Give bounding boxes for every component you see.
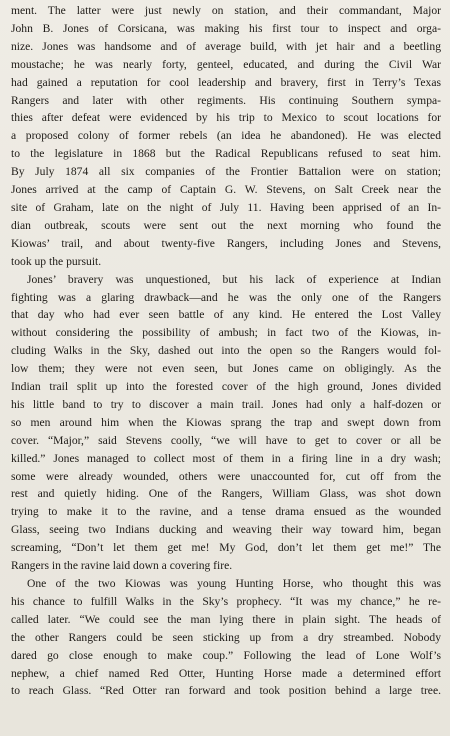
text-line: that day who had ever seen battle of any kind. He entered the Lost Valley [11,308,441,322]
text-line: nephew, a chief named Red Otter, Hunting Horse made a determined effort [11,666,441,680]
text-line: Rangers in the ravine laid down a covering fire. [11,559,233,573]
paragraph [11,575,441,700]
text-line: trying to make it to the ravine, and a tense drama ensued as the wounded [11,505,441,519]
text-line: Jones’ bravery was unquestioned, but his lack of experience at Indian [27,272,441,286]
text-line: Indian trail split up into the forested cover of the high ground, Jones divided [11,380,441,394]
text-line: cluding Walks in the Sky, dashed out into the open so the Rangers would fol- [11,344,441,358]
text-line: fighting was a glaring drawback—and he was the only one of the Rangers [11,290,441,304]
text-line: had gained a reputation for cool leadership and bravery, first in Terry’s Texas [11,75,441,89]
text-line: killed.” Jones managed to collect most of them in a firing line in a dry wash; [11,451,441,465]
text-line: to reach Glass. “Red Otter ran forward and took position behind a large tree. [11,684,441,698]
text-line: Kiowas’ trail, and about twenty-five Rangers, including Jones and Stevens, [11,236,441,250]
text-line: One of the two Kiowas was young Hunting Horse, who thought this was [27,577,441,590]
text-line: By July 1874 all six companies of the Frontier Battalion were on station; [11,165,441,179]
text-line: screaming, “Don’t let them get me! My God, don’t let them get me!” The [11,541,441,555]
text-line: moustache; he was nearly forty, genteel, educated, and during the Civil War [11,57,441,71]
text-line: the other Rangers could be seen sticking up from a dry streambed. Nobody [11,630,441,644]
text-line: ment. The latter were just newly on station, and their commandant, Major [11,4,441,17]
text-line: without considering the possibility of ambush; in fact two of the Kiowas, in- [11,326,441,340]
text-line: thies after defeat were evidenced by his trip to Mexico to scout locations for [11,111,441,125]
text-line: Rangers and later with other regiments. His continuing Southern sympa- [11,93,441,107]
text-line: John B. Jones of Corsicana, was making his first tour to inspect and orga- [11,21,441,35]
text-line: a proposed colony of former rebels (an idea he abandoned). He was elected [11,129,441,143]
text-line: site of Graham, late on the night of July 11. Having been apprised of an In- [11,200,441,214]
text-line: to the legislature in 1868 but the Radical Republicans refused to seat him. [11,147,441,161]
text-line: his chance to fulfill Walks in the Sky’s prophecy. “It was my chance,” he re- [11,594,441,608]
text-line: called later. “We could see the man lying there in plain sight. The heads of [11,612,441,626]
text-line: Jones arrived at the camp of Captain G. W. Stevens, on Salt Creek near the [11,183,441,197]
paragraph [11,2,441,271]
text-line: Glass, seeing two Indians ducking and weaving their way toward him, began [11,523,441,537]
text-line: dian outbreak, scouts were sent out the next morning who found the [11,218,441,232]
text-line: cover. “Major,” said Stevens coolly, “we will have to get to cover or all be [11,433,441,447]
text-line: took up the pursuit. [11,254,102,268]
text-line: low them; they were not even seen, but Jones came on obligingly. As the [11,362,441,376]
text-line: his little band to try to discover a main trail. Jones had only a half-dozen or [11,397,441,411]
text-line: nize. Jones was handsome and of average build, with jet hair and a beetling [11,39,441,53]
text-line: some were already wounded, others were unaccounted for, cut off from the [11,469,441,483]
paragraph [11,271,441,575]
text-line: so men around him when the Kiowas sprang the trap and swept down from [11,415,441,429]
text-line: rest and quietly hiding. One of the Rangers, William Glass, was shot down [11,487,441,501]
text-line: dared go close enough to make coup.” Following the lead of Lone Wolf’s [11,648,441,662]
